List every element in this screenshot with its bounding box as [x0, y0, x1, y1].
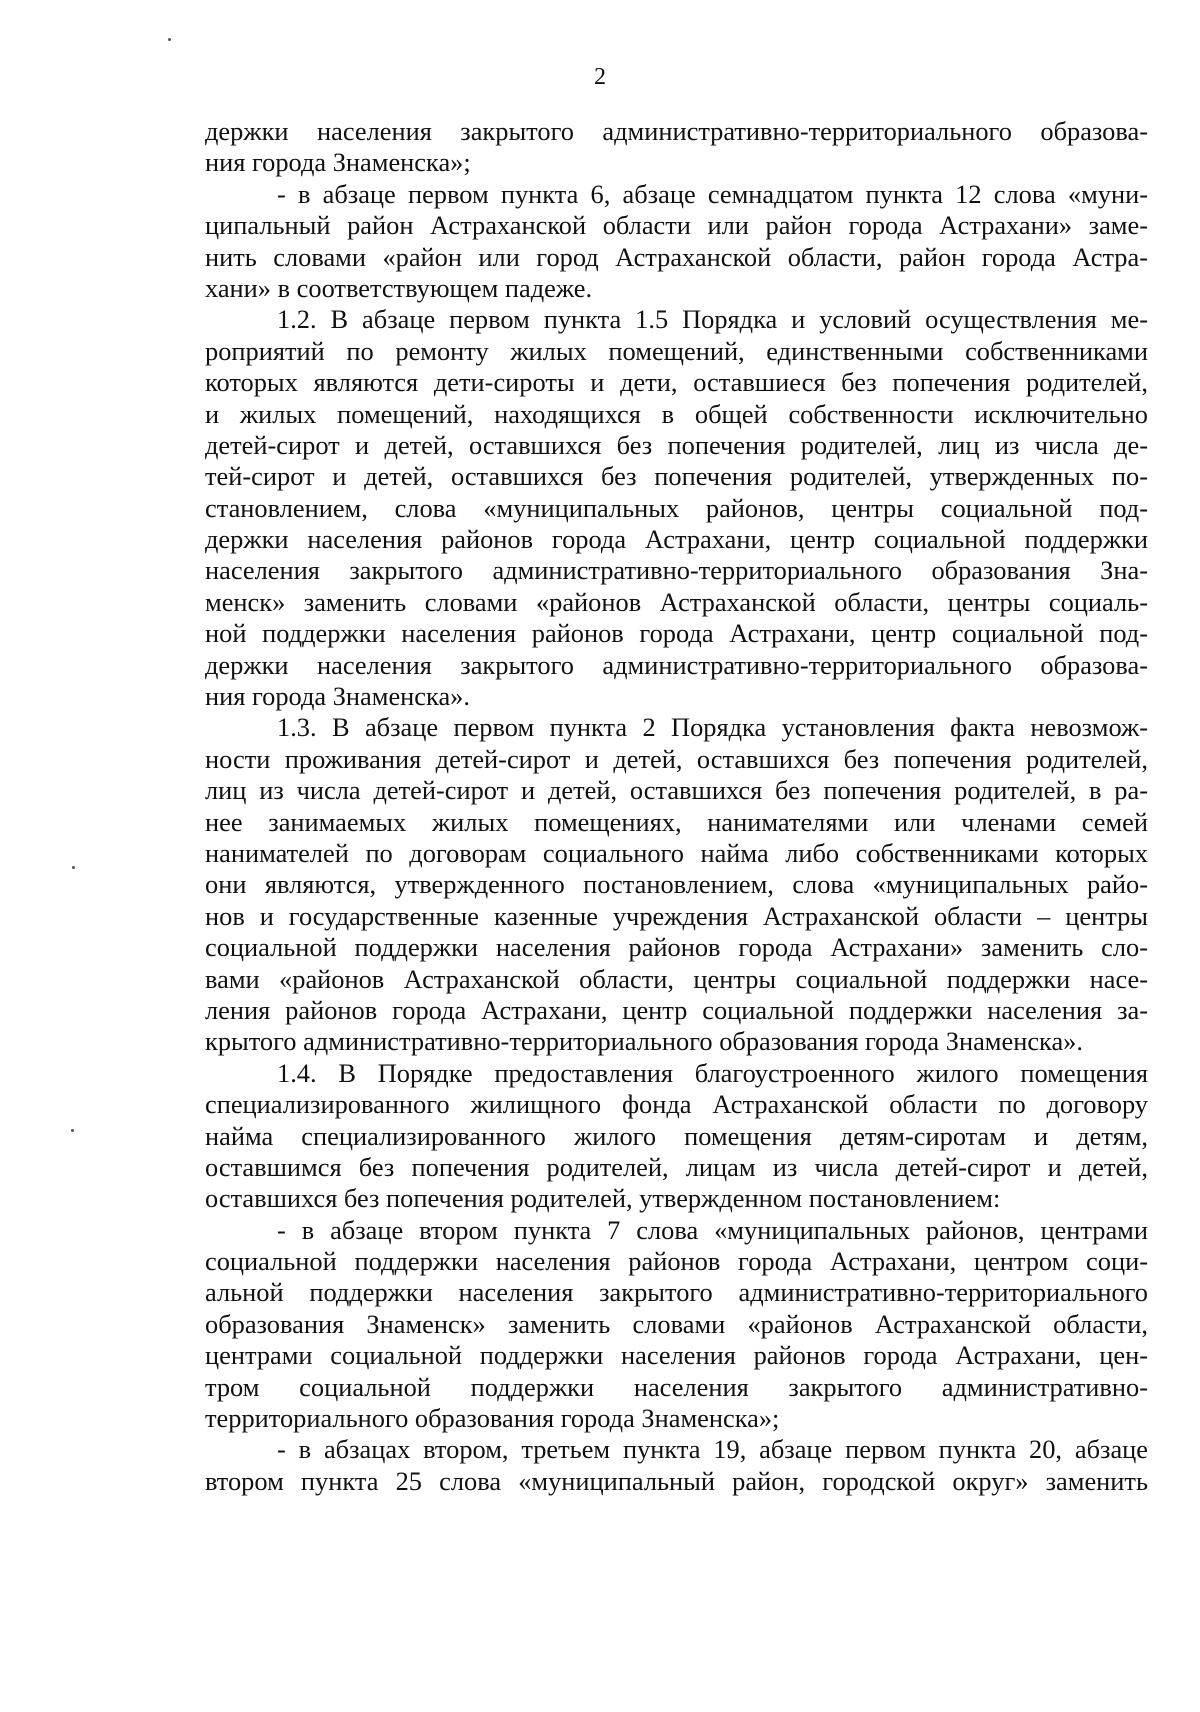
text-line: тей-сирот и детей, оставшихся без попечения родителей, утвержденных по- [205, 461, 1148, 492]
text-line: менск» заменить словами «районов Астраханской области, центры социаль- [205, 586, 1148, 617]
text-line: держки населения районов города Астрахани, центр социальной поддержки [205, 524, 1148, 555]
text-line: социальной поддержки населения районов города Астрахани» заменить сло- [205, 932, 1148, 963]
text-line: - в абзаце первом пункта 6, абзаце семнадцатом пункта 12 слова «муни- [277, 178, 1148, 209]
text-line: крытого административно-территориального образования города Знаменска». [205, 1026, 1083, 1057]
text-line: - в абзацах втором, третьем пункта 19, абзаце первом пункта 20, абзаце [277, 1434, 1148, 1465]
text-line: оставшихся без попечения родителей, утвержденном постановлением: [205, 1183, 1001, 1214]
text-line: они являются, утвержденного постановлением, слова «муниципальных райо- [205, 869, 1148, 900]
text-line: территориального образования города Знаменска»; [205, 1403, 780, 1434]
text-line: становлением, слова «муниципальных районов, центры социальной под- [205, 492, 1148, 523]
page-number: 2 [594, 64, 606, 90]
text-line: ности проживания детей-сирот и детей, оставшихся без попечения родителей, [205, 743, 1148, 774]
text-line: населения закрытого административно-территориального образования Зна- [205, 555, 1148, 586]
text-line: нить словами «район или город Астраханской области, район города Астра- [205, 241, 1148, 272]
text-line: втором пункта 25 слова «муниципальный район, городской округ» заменить [205, 1465, 1148, 1496]
text-line: 1.3. В абзаце первом пункта 2 Порядка установления факта невозмож- [277, 712, 1148, 743]
text-line: ления районов города Астрахани, центр социальной поддержки населения за- [205, 994, 1148, 1025]
text-line: ния города Знаменска». [205, 681, 470, 712]
text-line: роприятий по ремонту жилых помещений, единственными собственниками [205, 335, 1148, 366]
text-line: ной поддержки населения районов города Астрахани, центр социальной под- [205, 618, 1148, 649]
text-line: ния города Знаменска»; [205, 147, 471, 178]
text-line: вами «районов Астраханской области, центры социальной поддержки насе- [205, 963, 1148, 994]
text-line: нанимателей по договорам социального найма либо собственниками которых [205, 837, 1148, 868]
text-line: которых являются дети-сироты и дети, оставшиеся без попечения родителей, [205, 367, 1148, 398]
text-line: оставшимся без попечения родителей, лицам из числа детей-сирот и детей, [205, 1151, 1148, 1182]
text-line: нов и государственные казенные учреждения Астраханской области – центры [205, 900, 1148, 931]
text-line: образования Знаменск» заменить словами «районов Астраханской области, [205, 1308, 1148, 1339]
text-line: специализированного жилищного фонда Астраханской области по договору [205, 1089, 1148, 1120]
text-line: детей-сирот и детей, оставшихся без попечения родителей, лиц из числа де- [205, 429, 1148, 460]
text-line: центрами социальной поддержки населения районов города Астрахани, цен- [205, 1340, 1148, 1371]
text-line: лиц из числа детей-сирот и детей, оставшихся без попечения родителей, в ра- [205, 775, 1148, 806]
scan-speck [168, 38, 171, 41]
text-line: социальной поддержки населения районов города Астрахани, центром соци- [205, 1246, 1148, 1277]
scan-speck [72, 866, 75, 869]
text-line: хани» в соответствующем падеже. [205, 272, 593, 303]
text-line: и жилых помещений, находящихся в общей собственности исключительно [205, 398, 1148, 429]
text-line: ципальный район Астраханской области или район города Астрахани» заме- [205, 210, 1148, 241]
document-body [205, 116, 1148, 1497]
text-line: держки населения закрытого административно-территориального образова- [205, 649, 1148, 680]
text-line: - в абзаце втором пункта 7 слова «муниципальных районов, центрами [277, 1214, 1148, 1245]
text-line: держки населения закрытого административно-территориального образова- [205, 116, 1148, 146]
scan-speck [71, 1129, 74, 1132]
text-line: 1.4. В Порядке предоставления благоустроенного жилого помещения [277, 1057, 1148, 1088]
text-line: 1.2. В абзаце первом пункта 1.5 Порядка и условий осуществления ме- [277, 304, 1148, 335]
text-line: альной поддержки населения закрытого административно-территориального [205, 1277, 1148, 1308]
text-line: тром социальной поддержки населения закрытого административно- [205, 1371, 1148, 1402]
text-line: найма специализированного жилого помещения детям-сиротам и детям, [205, 1120, 1148, 1151]
text-line: нее занимаемых жилых помещениях, нанимателями или членами семей [205, 806, 1148, 837]
